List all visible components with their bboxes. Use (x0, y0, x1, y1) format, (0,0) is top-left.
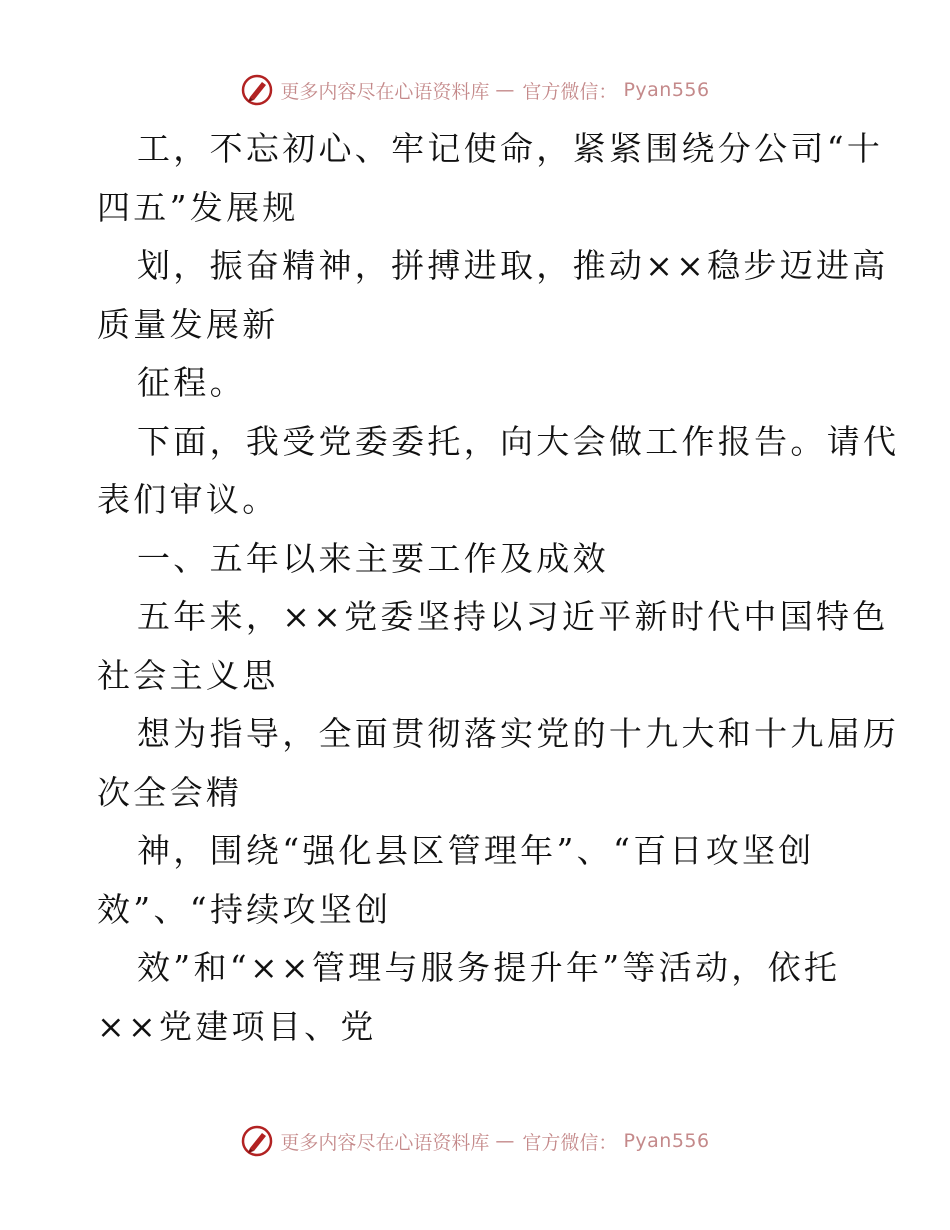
document-body (97, 120, 900, 1056)
watermark-separator: — (495, 79, 515, 101)
watermark-wechat-id: Pyan556 (623, 1130, 710, 1152)
text-line: 工，不忘初心、牢记使命，紧紧围绕分公司“十 (137, 129, 884, 168)
watermark-wechat-label: 官方微信： (522, 1131, 618, 1154)
watermark-separator: — (495, 1130, 515, 1152)
pen-logo-icon (240, 73, 274, 107)
text-line: 神，围绕“强化县区管理年”、“百日攻坚创 (137, 831, 815, 870)
watermark-text: 更多内容尽在心语资料库 (280, 1131, 490, 1154)
text-line: 效”和“××管理与服务提升年”等活动，依托 (137, 948, 841, 987)
header-watermark (0, 70, 950, 110)
watermark-wechat-id: Pyan556 (623, 79, 710, 101)
text-line: 社会主义思 (97, 655, 279, 695)
text-line: 质量发展新 (97, 304, 279, 344)
text-line: 次全会精 (97, 772, 243, 812)
text-line: 表们审议。 (97, 480, 279, 519)
watermark-text: 更多内容尽在心语资料库 (280, 80, 490, 103)
footer-watermark (0, 1121, 950, 1161)
text-line: 效”、“持续攻坚创 (97, 889, 392, 929)
text-line: 下面，我受党委委托，向大会做工作报告。请代 (137, 421, 900, 461)
text-line: 划，振奋精神，拼搏进取，推动××稳步迈进高 (137, 246, 889, 285)
text-line: 想为指导，全面贯彻落实党的十九大和十九届历 (137, 714, 900, 753)
text-line: 征程。 (137, 363, 246, 402)
text-line: ××党建项目、党 (97, 1006, 377, 1046)
pen-logo-icon (240, 1124, 274, 1158)
text-line: 五年来，××党委坚持以习近平新时代中国特色 (137, 597, 889, 636)
section-heading: 一、五年以来主要工作及成效 (137, 538, 609, 578)
watermark-wechat-label: 官方微信： (522, 80, 618, 103)
text-line: 四五”发展规 (97, 187, 299, 227)
